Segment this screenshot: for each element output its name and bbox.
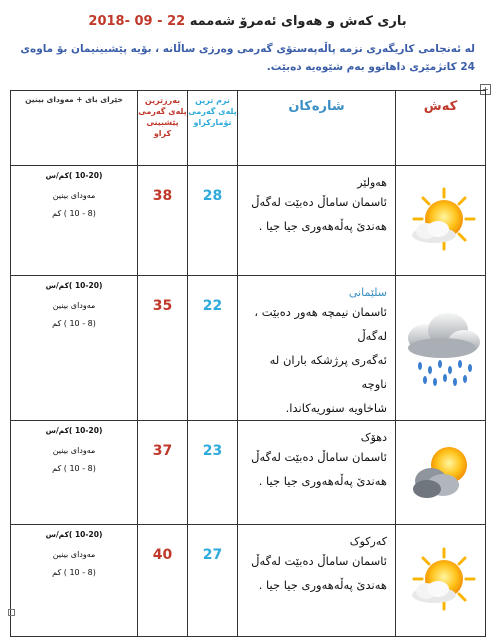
header-wind-visibility: خێرای بای + مەودای بینین [11,91,138,166]
sun-dark-cloud-icon [409,439,473,507]
header-min-temp: نزم ترین پلەی گەرمی تۆمارکراو [188,91,238,166]
city-cell [238,525,396,637]
sun-cloud-icon [404,547,478,615]
page-title [0,14,495,29]
title-text: باری کەش و هەوای ئەمرۆ شەممە [189,14,407,29]
visibility-label: مەودای بینین [52,550,96,559]
city-desc-line: ئاسمان ساماڵ دەبێت لەگەڵ [251,450,387,464]
max-temp: 38 [138,166,188,276]
max-temp: 40 [138,525,188,637]
city-desc-line: هەندێ پەڵەهەوری جیا جیا . [258,219,387,233]
min-temp: 28 [188,166,238,276]
city-name: سلێمانی [348,286,387,299]
header-max-temp: بەرزترین پلەی گەرمی پێشبینی کراو [138,91,188,166]
table-row [11,421,486,525]
max-temp: 35 [138,276,188,421]
city-cell [238,421,396,525]
table-header-row [11,91,486,166]
max-temp: 37 [138,421,188,525]
visibility-range: (8 - 10 ) کم [52,568,96,577]
city-desc-line: ئاسمان ساماڵ دەبێت لەگەڵ [251,195,387,209]
header-city: شارەکان [238,91,396,166]
city-cell [238,166,396,276]
visibility-range: (8 - 10 ) کم [52,209,96,218]
table-move-handle-icon[interactable]: + [480,84,491,95]
condition-cell [396,276,486,421]
visibility-label: مەودای بینین [52,446,96,455]
visibility-range: (8 - 10 ) کم [52,464,96,473]
city-name: دهۆک [360,431,387,444]
wind-cell [11,166,138,276]
table-row [11,166,486,276]
rain-cloud-icon [398,304,484,392]
city-name: هەولێر [357,176,387,189]
visibility-range: (8 - 10 ) کم [52,319,96,328]
condition-cell [396,421,486,525]
city-desc-line: هەندێ پەڵەهەوری جیا جیا . [258,578,387,592]
wind-cell [11,421,138,525]
wind-speed: (10-20 )کم/س [45,281,103,290]
city-desc-line: هەندێ پەڵەهەوری جیا جیا . [258,474,387,488]
visibility-label: مەودای بینین [52,301,96,310]
title-date: 22 - 09 -2018 [88,14,186,29]
city-desc-line: ئەگەری پرژشکە باران لە ناوچە [269,353,387,391]
city-desc-line: ئاسمان ساماڵ دەبێت لەگەڵ [251,554,387,568]
wind-speed: (10-20 )کم/س [45,426,103,435]
resize-handle[interactable] [8,609,15,616]
header-condition: کەش [396,91,486,166]
wind-speed: (10-20 )کم/س [45,530,103,539]
condition-cell [396,525,486,637]
wind-cell [11,276,138,421]
min-temp: 27 [188,525,238,637]
intro-paragraph: لە ئەنجامی کاریگەری نزمە پاڵەپەستۆی گەرمی وەرزی ساڵانە ، بۆیە پێشبینیمان بۆ ماوەی 24 کاتژمێری داهاتوو بەم شێوەیە دەبێت. [20,43,475,73]
table-row [11,276,486,421]
table-row [11,525,486,637]
wind-cell [11,525,138,637]
min-temp: 22 [188,276,238,421]
wind-speed: (10-20 )کم/س [45,171,103,180]
city-desc-line: شاخاویە سنوریەکاندا. [285,401,387,415]
min-temp: 23 [188,421,238,525]
city-name: کەرکوک [349,535,387,548]
city-desc-line: ئاسمان نیمچە هەور دەبێت ، لەگەڵ [254,305,387,343]
city-cell [238,276,396,421]
visibility-label: مەودای بینین [52,191,96,200]
sun-cloud-icon [404,187,478,255]
condition-cell [396,166,486,276]
forecast-table [10,90,486,637]
